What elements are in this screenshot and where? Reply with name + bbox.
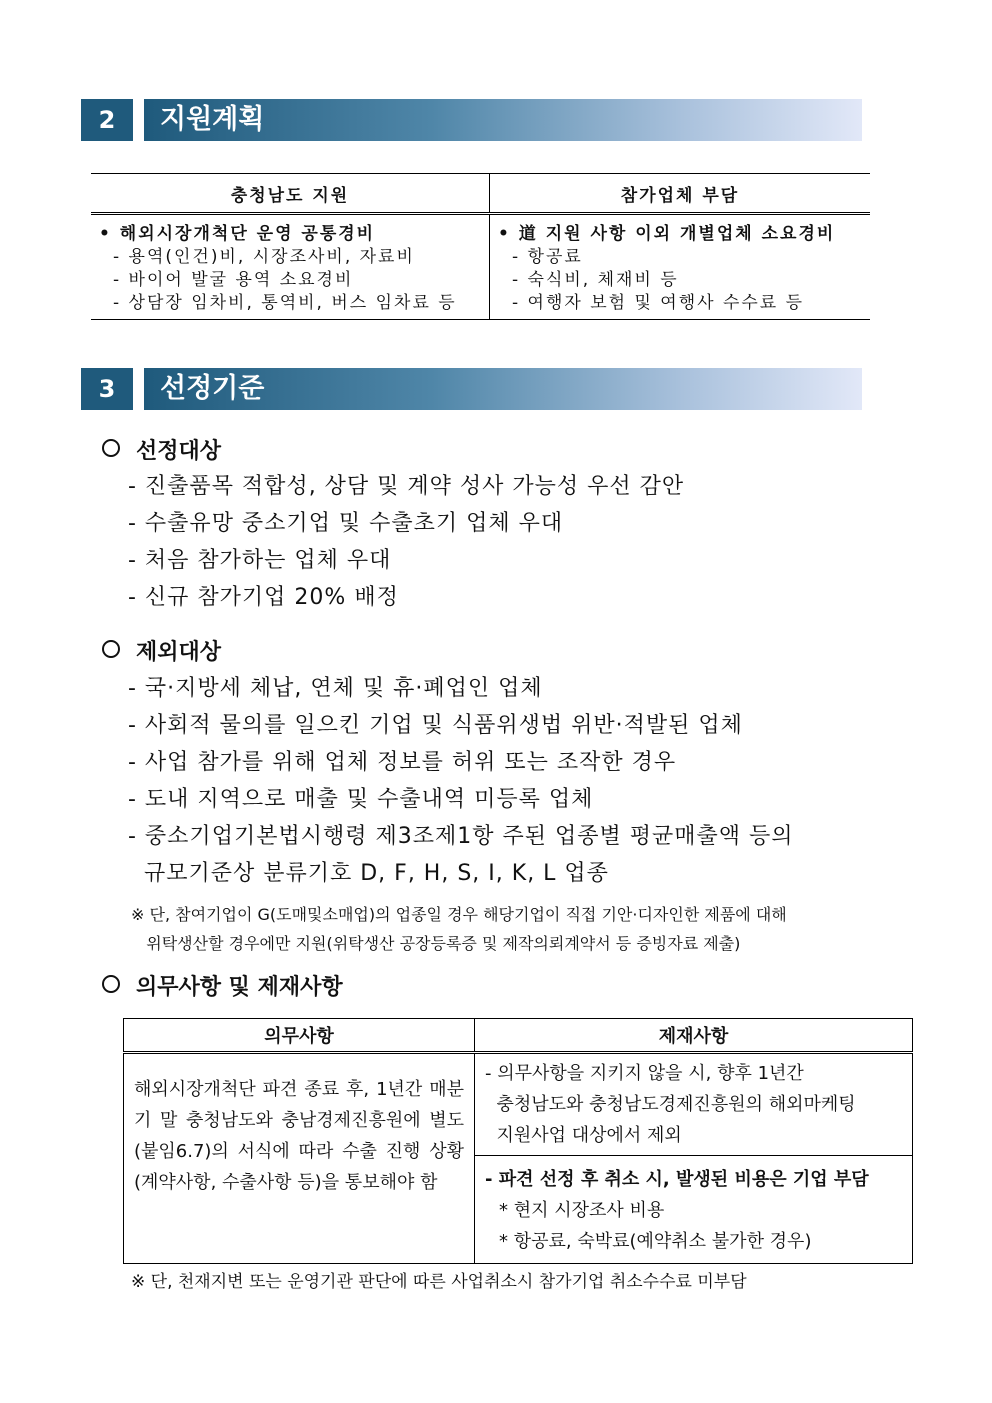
- note-line: 위탁생산할 경우에만 지원(위탁생산 공장등록증 및 제작의뢰계약서 등 증빙자료 제출): [131, 934, 741, 953]
- list-item: - 사업 참가를 위해 업체 정보를 허위 또는 조작한 경우: [128, 750, 677, 775]
- support-right-head: • 道 지원 사항 이외 개별업체 소요경비: [498, 224, 836, 244]
- selection-list: [128, 468, 684, 616]
- exclusion-title: 제외대상: [136, 640, 222, 665]
- list-item: - 항공료: [512, 247, 583, 267]
- obligations-header-duty: 의무사항: [124, 1019, 475, 1053]
- exclusion-heading: [102, 635, 221, 666]
- list-item: - 상담장 임차비, 통역비, 버스 임차료 등: [113, 293, 457, 313]
- list-item: - 도내 지역으로 매출 및 수출내역 미등록 업체: [128, 787, 594, 812]
- list-item: - 중소기업기본법시행령 제3조제1항 주된 업종별 평균매출액 등의: [128, 824, 794, 849]
- obligations-table: [123, 1018, 913, 1264]
- penalty-line: - 의무사항을 지키지 않을 시, 향후 1년간: [485, 1063, 804, 1084]
- support-header-right: 참가업체 부담: [490, 174, 871, 214]
- section-title-bar: [144, 99, 862, 141]
- exclusion-list: [128, 670, 793, 892]
- selection-heading: [102, 434, 221, 465]
- circle-bullet-icon: [102, 975, 120, 993]
- list-item: - 신규 참가기업 20% 배정: [128, 585, 399, 610]
- list-item: - 바이어 발굴 용역 소요경비: [113, 270, 354, 290]
- list-item: - 국·지방세 체납, 연체 및 휴·폐업인 업체: [128, 676, 543, 701]
- penalty-cell-2: [475, 1156, 913, 1264]
- circle-bullet-icon: [102, 439, 120, 457]
- penalty-line: * 현지 시장조사 비용: [499, 1200, 665, 1221]
- support-table: [91, 173, 870, 320]
- list-item: - 수출유망 중소기업 및 수출초기 업체 우대: [128, 511, 564, 536]
- selection-title: 선정대상: [136, 439, 222, 464]
- section-title-bar: [144, 368, 862, 410]
- obligations-header-penalty: 제재사항: [475, 1019, 913, 1053]
- duty-cell: 해외시장개척단 파견 종료 후, 1년간 매분기 말 충청남도와 충남경제진흥원에 별도(붙임6.7)의 서식에 따라 수출 진행 상황(계약사항, 수출사항 등)을 통보해야 함: [124, 1053, 475, 1264]
- footnote: ※ 단, 천재지변 또는 운영기관 판단에 따른 사업취소시 참가기업 취소수수료 미부담: [131, 1272, 747, 1292]
- section-number: 2: [81, 99, 133, 141]
- list-item: - 처음 참가하는 업체 우대: [128, 548, 392, 573]
- circle-bullet-icon: [102, 640, 120, 658]
- list-item: 규모기준상 분류기호 D, F, H, S, I, K, L 업종: [128, 861, 609, 886]
- penalty-line: * 항공료, 숙박료(예약취소 불가한 경우): [499, 1231, 812, 1252]
- list-item: - 용역(인건)비, 시장조사비, 자료비: [113, 247, 415, 267]
- list-item: - 여행자 보험 및 여행사 수수료 등: [512, 293, 805, 313]
- support-left-cell: [91, 214, 490, 320]
- support-right-cell: [490, 214, 871, 320]
- penalty-line: 충청남도와 충청남도경제진흥원의 해외마케팅: [485, 1094, 856, 1115]
- section-title: 지원계획: [160, 104, 265, 135]
- list-item: - 숙식비, 체재비 등: [512, 270, 679, 290]
- list-item: - 사회적 물의를 일으킨 기업 및 식품위생법 위반·적발된 업체: [128, 713, 743, 738]
- list-item: - 진출품목 적합성, 상담 및 계약 성사 가능성 우선 감안: [128, 474, 685, 499]
- exclusion-note: [131, 900, 787, 958]
- support-header-left: 충청남도 지원: [91, 174, 490, 214]
- penalty-head: - 파견 선정 후 취소 시, 발생된 비용은 기업 부담: [485, 1169, 869, 1190]
- obligations-heading: [102, 970, 343, 1001]
- note-line: ※ 단, 참여기업이 G(도매및소매업)의 업종일 경우 해당기업이 직접 기안·디자인한 제품에 대해: [131, 905, 787, 924]
- penalty-line: 지원사업 대상에서 제외: [485, 1125, 682, 1146]
- support-left-head: • 해외시장개척단 운영 공통경비: [99, 224, 376, 244]
- section-title: 선정기준: [160, 373, 265, 404]
- penalty-cell-1: [475, 1053, 913, 1156]
- obligations-title: 의무사항 및 제재사항: [136, 975, 343, 1000]
- section-number: 3: [81, 368, 133, 410]
